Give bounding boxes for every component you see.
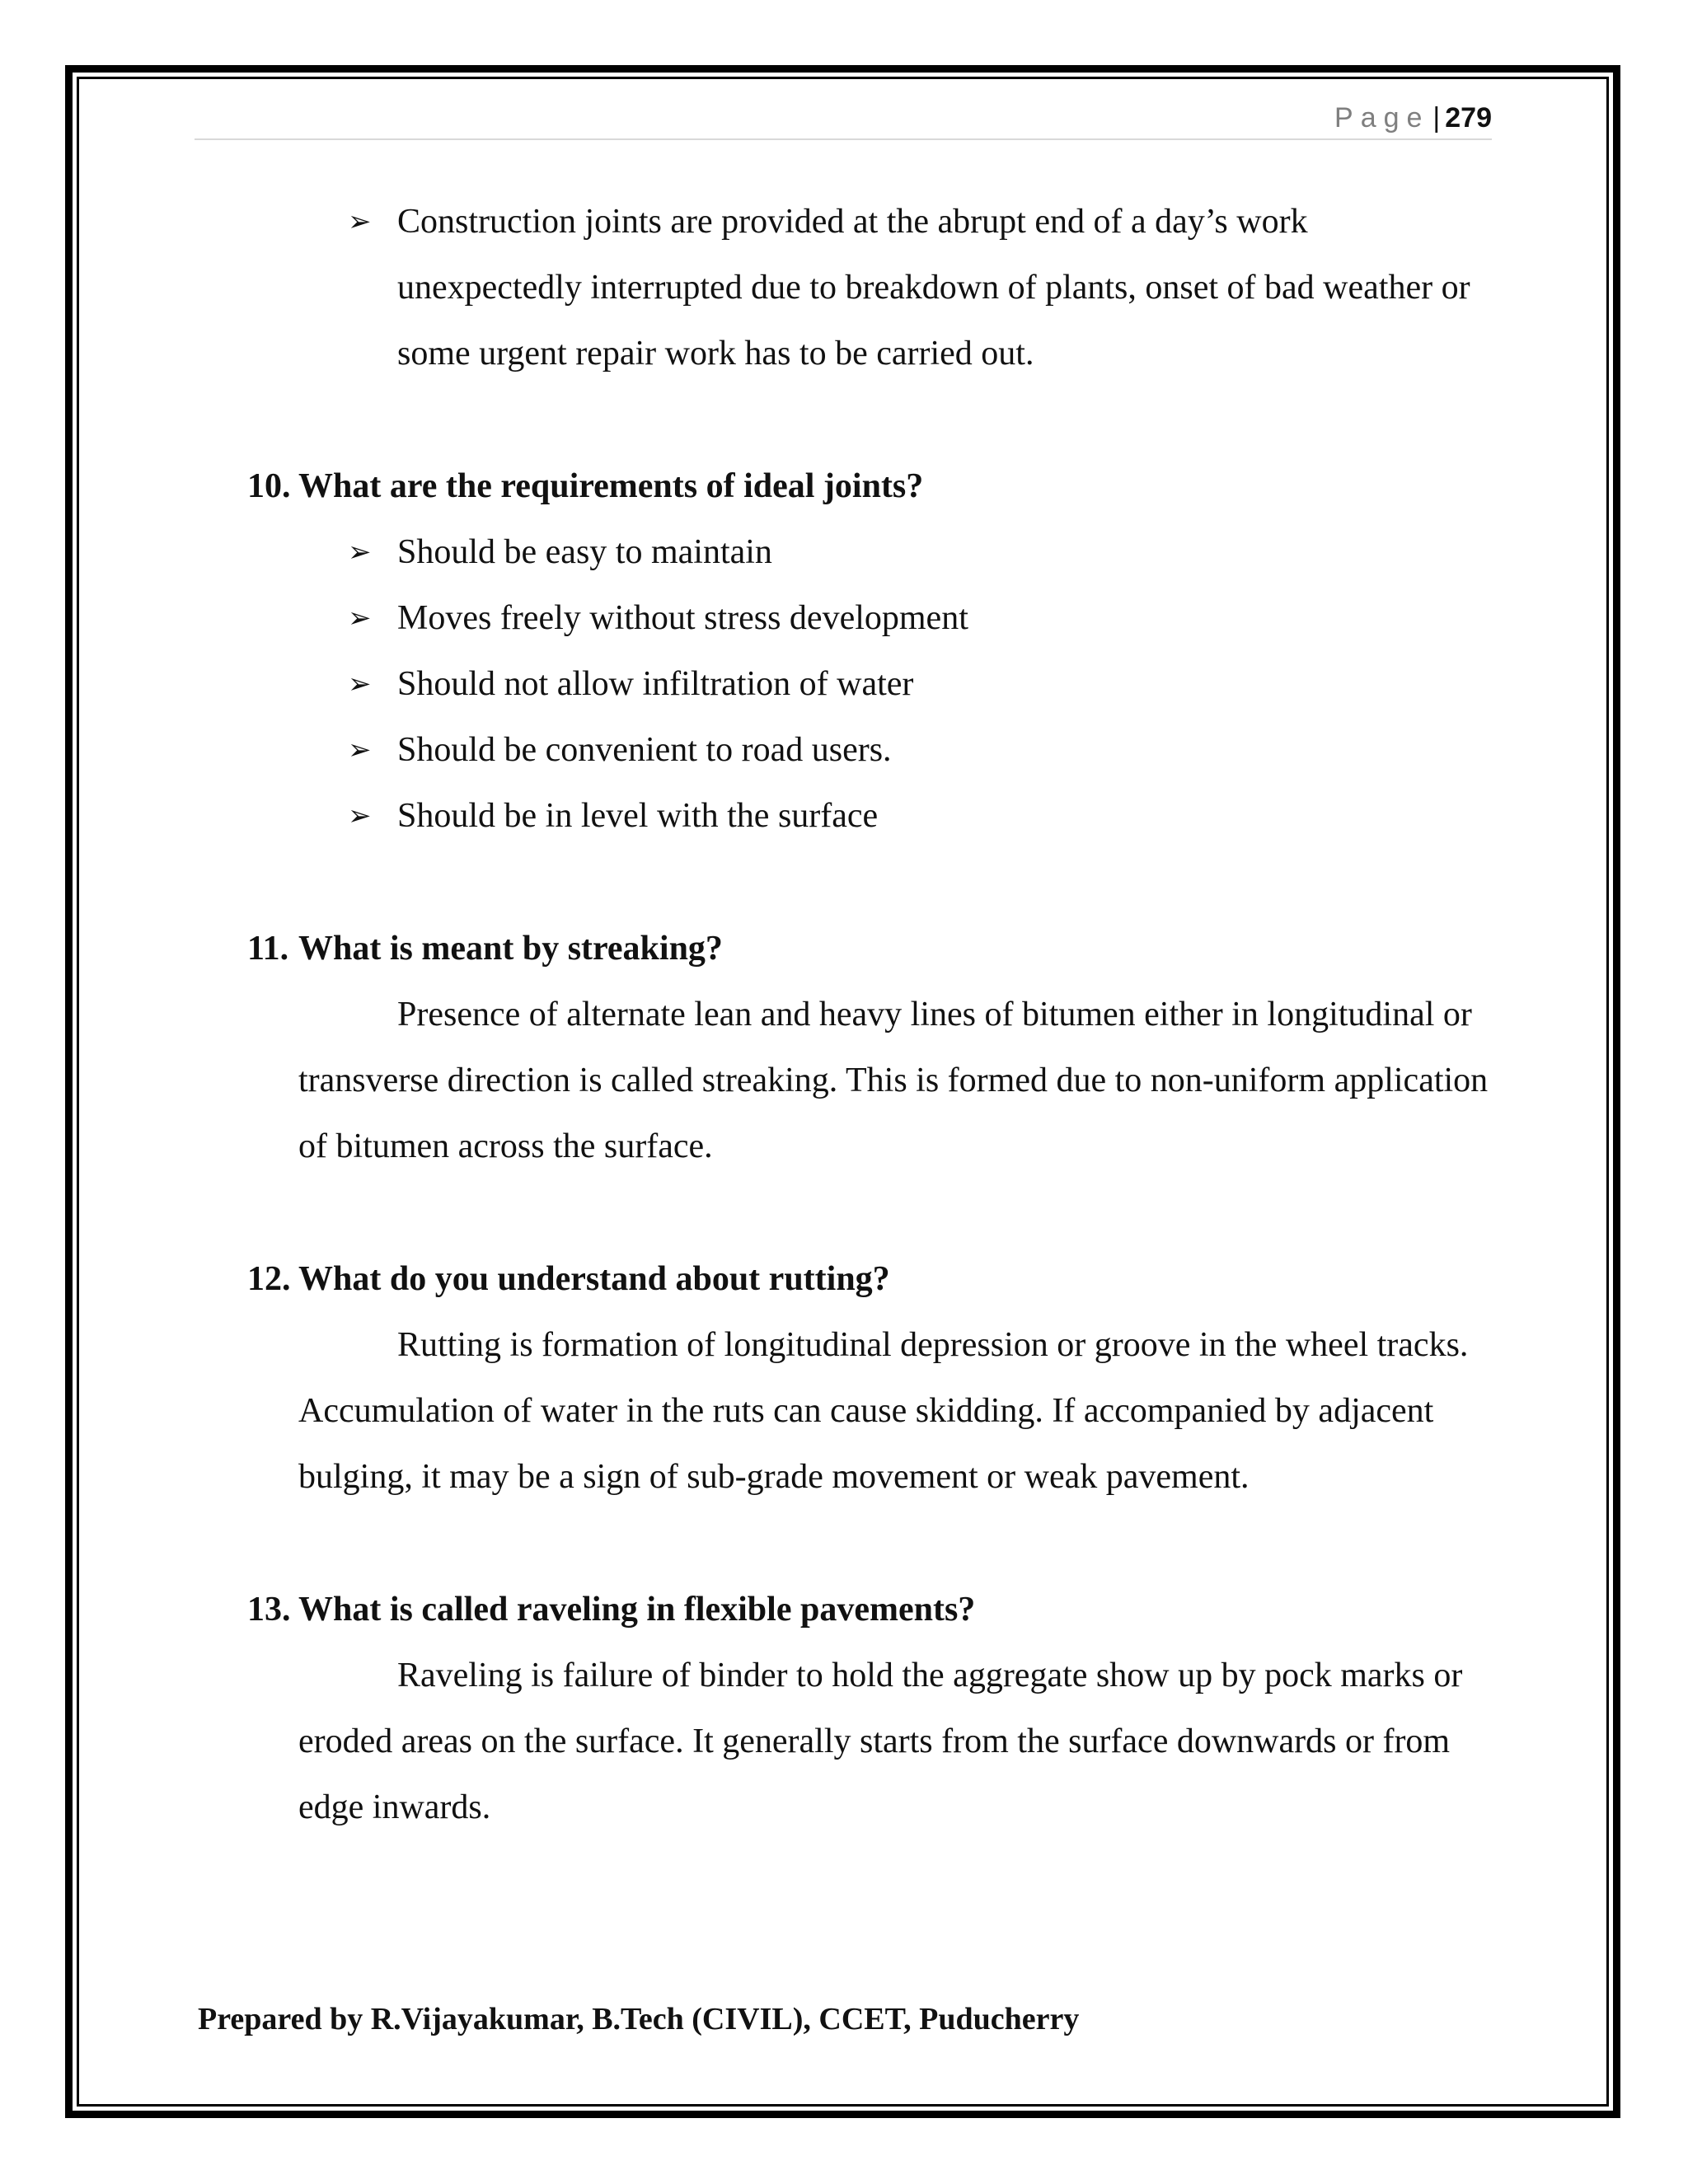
- question-section-10: [247, 453, 1500, 849]
- bullet-text: Should be easy to maintain: [397, 533, 772, 571]
- intro-bullet-list: [247, 189, 1500, 387]
- list-item: [348, 189, 1500, 387]
- list-item: [348, 519, 1500, 585]
- bullet-text: Construction joints are provided at the abrupt end of a day’s work unexpectedly interrupted due to breakdown of plants, onset of bad weather or some urgent repair work has to be carried out.: [397, 203, 1470, 373]
- answer-paragraph: Presence of alternate lean and heavy lines of bitumen either in longitudinal or transverse direction is called streaking. This is formed due to non-uniform application of bitumen across the surface.: [298, 996, 1489, 1165]
- question-number: 10.: [247, 467, 291, 505]
- bullet-text: Should be in level with the surface: [397, 797, 879, 835]
- arrow-bullet-icon: ➢: [348, 602, 372, 635]
- page-separator: |: [1432, 102, 1441, 134]
- question-number: 11.: [247, 930, 289, 968]
- list-item: [348, 585, 1500, 651]
- arrow-bullet-icon: ➢: [348, 799, 372, 832]
- page-number: 279: [1445, 102, 1492, 134]
- question-section-11: [247, 916, 1500, 1179]
- section-gap: [247, 387, 1500, 453]
- bullet-text: Moves freely without stress development: [397, 599, 968, 637]
- question-title: What do you understand about rutting?: [298, 1260, 890, 1298]
- page-label: Page: [1334, 102, 1430, 134]
- arrow-bullet-icon: ➢: [348, 205, 372, 238]
- bullet-text: Should not allow infiltration of water: [397, 665, 914, 703]
- section-gap: [247, 1510, 1500, 1577]
- arrow-bullet-icon: ➢: [348, 733, 372, 766]
- arrow-bullet-icon: ➢: [348, 536, 372, 569]
- question-title: What is meant by streaking?: [298, 930, 723, 968]
- answer-paragraph: Rutting is formation of longitudinal depression or groove in the wheel tracks. Accumulation of water in the ruts can cause skidding. If accompanied by adjacent bulging, it may be a sign of sub-grade movement or weak pavement.: [298, 1326, 1469, 1496]
- list-item: [348, 783, 1500, 849]
- list-item: [348, 651, 1500, 717]
- question-section-13: [247, 1577, 1500, 1840]
- answer-paragraph: Raveling is failure of binder to hold the aggregate show up by pock marks or eroded areas on the surface. It generally starts from the surface downwards or from edge inwards.: [298, 1657, 1463, 1826]
- bullet-text: Should be convenient to road users.: [397, 731, 892, 769]
- question-number: 12.: [247, 1260, 291, 1298]
- question-heading: [247, 1246, 1500, 1312]
- section-gap: [247, 849, 1500, 916]
- question-heading: [247, 916, 1500, 982]
- question-number: 13.: [247, 1591, 291, 1629]
- page-header: [195, 97, 1492, 140]
- question-heading: [247, 1577, 1500, 1643]
- question-title: What are the requirements of ideal joints?: [298, 467, 924, 505]
- requirements-list: [247, 519, 1500, 849]
- document-body: [247, 189, 1500, 1840]
- list-item: [348, 717, 1500, 783]
- question-section-12: [247, 1246, 1500, 1510]
- question-title: What is called raveling in flexible pavements?: [298, 1591, 976, 1629]
- section-gap: [247, 1179, 1500, 1246]
- arrow-bullet-icon: ➢: [348, 668, 372, 701]
- page-footer: Prepared by R.Vijayakumar, B.Tech (CIVIL), CCET, Puducherry: [198, 2002, 1080, 2036]
- question-heading: [247, 453, 1500, 519]
